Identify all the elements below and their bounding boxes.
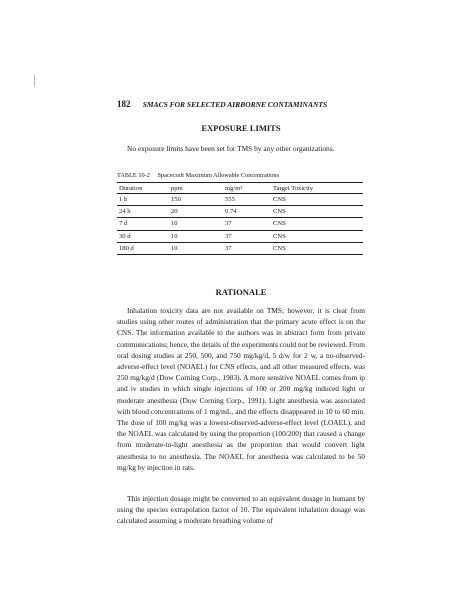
table-cell: CNS [271, 230, 363, 242]
table-cell: 30 d [117, 230, 169, 242]
table-cell: 24 h [117, 206, 169, 218]
running-title: SMACS FOR SELECTED AIRBORNE CONTAMINANTS [142, 100, 328, 109]
table-cell: 37 [223, 230, 271, 242]
table-cell: 1 h [117, 194, 169, 206]
table-title: Spacecraft Maximum Allowable Concentrations [157, 172, 280, 179]
exposure-limits-text: No exposure limits have been set for TMS by any other organizations. [127, 144, 335, 153]
table-row [117, 242, 363, 254]
table-caption [117, 172, 279, 179]
table-cell: CNS [271, 206, 363, 218]
column-header: Duration [117, 183, 169, 194]
page-number: 182 [117, 99, 131, 109]
table-header-row [117, 183, 363, 194]
table-cell: 37 [223, 242, 271, 254]
table-cell: 20 [169, 206, 223, 218]
table-cell: CNS [271, 218, 363, 230]
column-header: Target Toxicity [271, 183, 363, 194]
table-cell: 10 [169, 218, 223, 230]
table-cell: 555 [223, 194, 271, 206]
table-cell: 150 [169, 194, 223, 206]
table-row [117, 206, 363, 218]
table-row [117, 230, 363, 242]
margin-mark [34, 75, 35, 87]
rationale-paragraph-1: Inhalation toxicity data are not available on TMS; however, it is clear from studies using other routes of administration that the primary acute effect is on the CNS. The information available to the authors was in abstract form from private communications; hence, the details of the experiments could not be reviewed. From oral dosing studies at 250, 500, and 750 mg/kg/d, 5 d/w for 2 w, a no-observed-adverse-effect level (NOAEL) for CNS effects, and all other measured effects, was 250 mg/kg/d (Dow Corning Corp., 1983). A more sensitive NOAEL comes from ip and iv studies in which single injections of 100 or 200 mg/kg induced light or moderate anesthesia (Dow Corning Corp., 1991). Light anesthesia was associated with blood concentrations of 1 mg/mL, and the effects disappeared in 10 to 60 min. The dose of 100 mg/kg was a lowest-observed-adverse-effect level (LOAEL), and the NOAEL was calculated by using the proportion (100/200) that caused a change from moderate-to-light anesthesia as the proportion that would convert light anesthesia to no anesthesia. The NOAEL for anesthesia was calculated to be 50 mg/kg by injection in rats. [117, 306, 365, 472]
table-row [117, 218, 363, 230]
running-header [117, 99, 327, 109]
table-cell: 180 d [117, 242, 169, 254]
rationale-heading: RATIONALE [215, 287, 267, 297]
smac-table [117, 182, 363, 255]
table-cell: 7 d [117, 218, 169, 230]
column-header: mg/m³ [223, 183, 271, 194]
rationale-paragraph-2: This injection dosage might be converted to an equivalent dosage in humans by using the species extrapolation factor of 10. The equivalent inhalation dosage was calculated assuming a moderate breathing volume of [117, 494, 365, 526]
table-cell: CNS [271, 194, 363, 206]
exposure-limits-heading: EXPOSURE LIMITS [201, 123, 281, 133]
table-cell: CNS [271, 242, 363, 254]
table-cell: 10 [169, 230, 223, 242]
table-number: TABLE 10-2 [117, 172, 150, 179]
table-cell: 10 [169, 242, 223, 254]
table-row [117, 194, 363, 206]
column-header: ppm [169, 183, 223, 194]
table-cell: 37 [223, 218, 271, 230]
table-cell: 0.74 [223, 206, 271, 218]
